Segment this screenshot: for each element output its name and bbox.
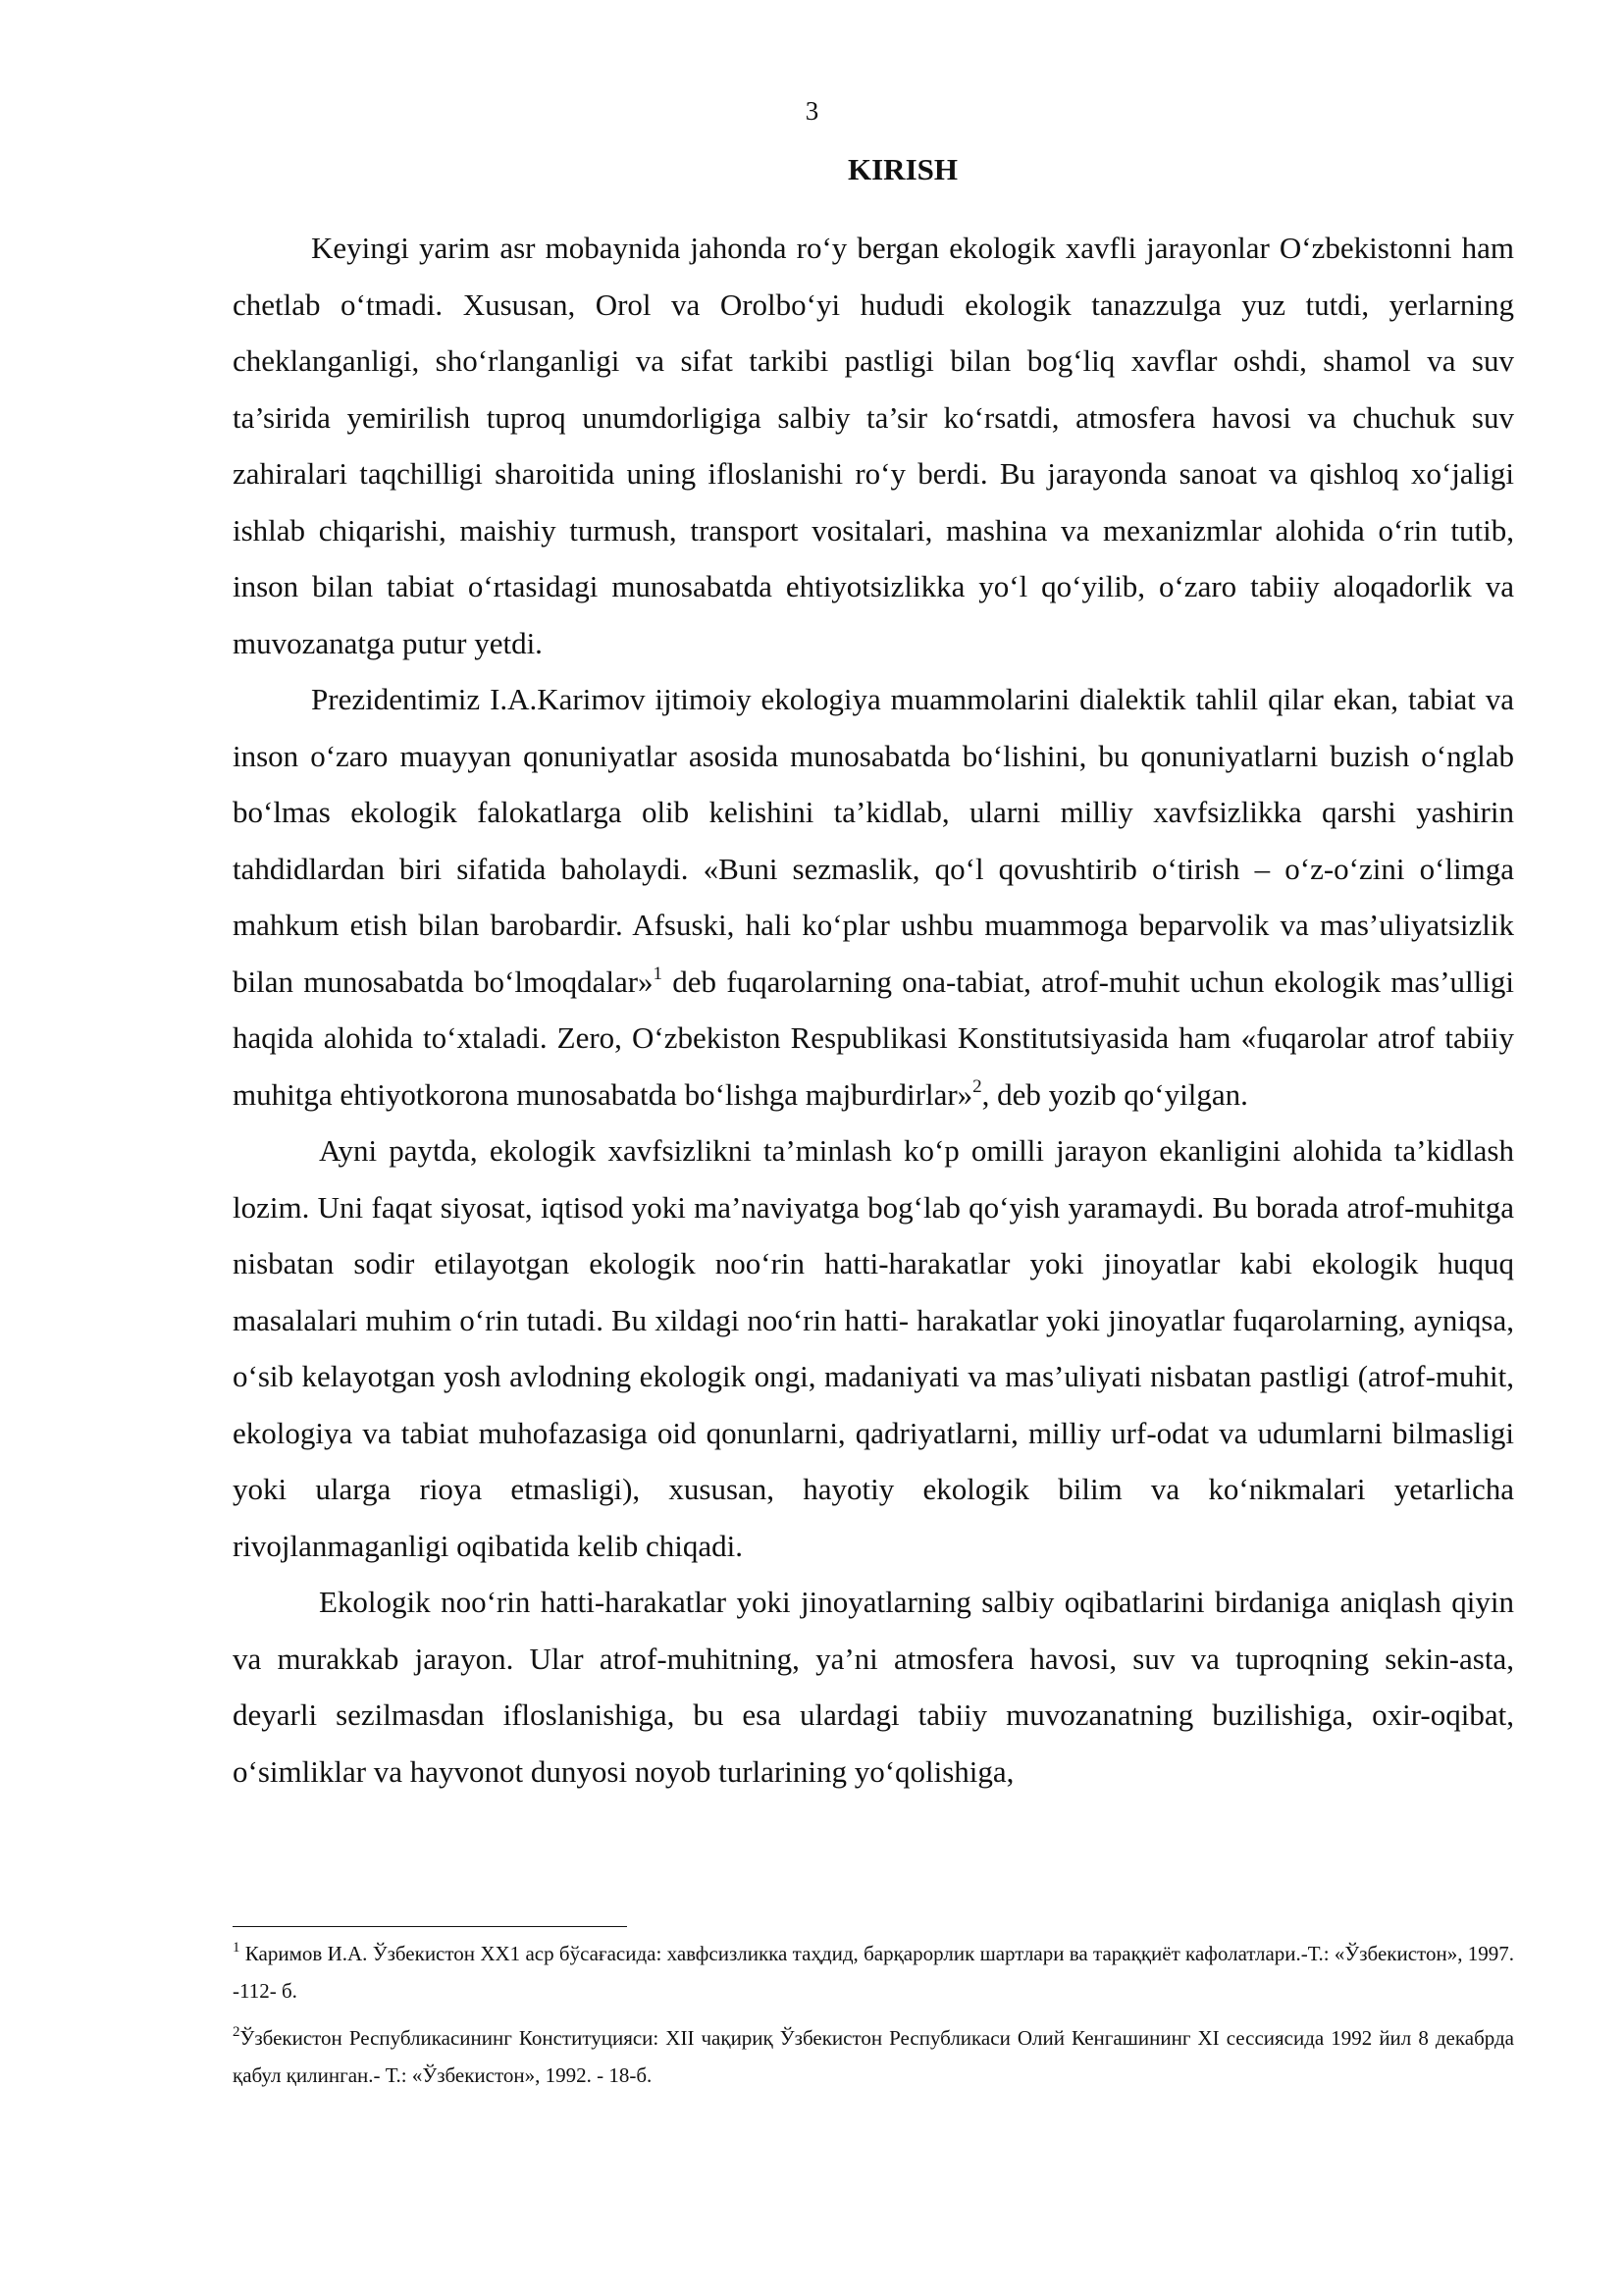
page-number: 3 xyxy=(805,96,819,126)
body-text xyxy=(233,220,1514,1800)
paragraph-2-text-b: deb fuqarolarning ona-tabiat, atrof-muhit uchun ekologik mas’ulligi haqida alohida to‘xtaladi. Zero, O‘zbekiston Respublikasi Konstitutsiyasida ham «fuqarolar atrof tabiiy muhitga ehtiyotkorona munosabatda bo‘lishga majburdirlar» xyxy=(233,964,1514,1112)
paragraph-4: Ekologik noo‘rin hatti-harakatlar yoki jinoyatlarning salbiy oqibatlarini birdaniga aniqlash qiyin va murakkab jarayon. Ular atrof-muhitning, ya’ni atmosfera havosi, suv va tuproqning sekin-asta, deyarli sezilmasdan ifloslanishiga, bu esa ulardagi tabiiy muvozanatning buzilishiga, oxir-oqibat, o‘simliklar va hayvonot dunyosi noyob turlarining yo‘qolishiga, xyxy=(233,1585,1514,1789)
paragraph-2-text-c: , deb yozib qo‘yilgan. xyxy=(981,1076,1248,1112)
footnotes xyxy=(233,1935,1514,2104)
footnote-1-text: Каримов И.А. Ўзбекистон ХХ1 аср бўсағасида: хавфсизликка таҳдид, барқарорлик шартлари ва тараққиёт кафолатлари.-Т.: «Ўзбекистон», 1997. -112- б. xyxy=(233,1942,1514,2003)
footnote-1 xyxy=(233,1935,1514,2009)
paragraph-1: Keyingi yarim asr mobaynida jahonda ro‘y bergan ekologik xavfli jarayonlar O‘zbekistonni ham chetlab o‘tmadi. Xususan, Orol va Orolbo‘yi hududi ekologik tanazzulga yuz tutdi, yerlarning cheklanganligi, sho‘rlanganligi va sifat tarkibi pastligi bilan bog‘liq xavflar oshdi, shamol va suv ta’sirida yemirilish tuproq unumdorligiga salbiy ta’sir ko‘rsatdi, atmosfera havosi va chuchuk suv zahiralari taqchilligi sharoitida uning ifloslanishi ro‘y berdi. Bu jarayonda sanoat va qishloq xo‘jaligi ishlab chiqarishi, maishiy turmush, transport vositalari, mashina va mexanizmlar alohida o‘rin tutib, inson bilan tabiat o‘rtasidagi munosabatda ehtiyotsizlikka yo‘l qo‘yilib, o‘zaro tabiiy aloqadorlik va muvozanatga putur yetdi. xyxy=(233,231,1514,660)
footnote-1-mark: 1 xyxy=(233,1940,240,1956)
paragraph-2 xyxy=(233,671,1514,1122)
footnote-2 xyxy=(233,2019,1514,2094)
footnote-2-text: Ўзбекистон Республикасининг Конституцияси: XII чақириқ Ўзбекистон Республикаси Олий Кенгашининг XI сессиясида 1992 йил 8 декабрда қабул қилинган.- Т.: «Ўзбекистон», 1992. - 18-б. xyxy=(233,2026,1514,2087)
footnote-separator xyxy=(233,1926,627,1927)
footnote-ref-2[interactable]: 2 xyxy=(972,1075,982,1097)
section-title: KIRISH xyxy=(848,152,958,186)
paragraph-3: Ayni paytda, ekologik xavfsizlikni ta’minlash ko‘p omilli jarayon ekanligini alohida ta’kidlash lozim. Uni faqat siyosat, iqtisod yoki ma’naviyatga bog‘lab qo‘yish yaramaydi. Bu borada atrof-muhitga nisbatan sodir etilayotgan ekologik noo‘rin hatti-harakatlar yoki jinoyatlar kabi ekologik huquq masalalari muhim o‘rin tutadi. Bu xildagi noo‘rin hatti- harakatlar yoki jinoyatlar fuqarolarning, ayniqsa, o‘sib kelayotgan yosh avlodning ekologik ongi, madaniyati va mas’uliyati nisbatan pastligi (atrof-muhit, ekologiya va tabiat muhofazasiga oid qonunlarni, qadriyatlarni, milliy urf-odat va udumlarni bilmasligi yoki ularga rioya etmasligi), xususan, hayotiy ekologik bilim va ko‘nikmalari yetarlicha rivojlanmaganligi oqibatida kelib chiqadi. xyxy=(233,1133,1514,1563)
paragraph-2-text-a: Prezidentimiz I.A.Karimov ijtimoiy ekologiya muammolarini dialektik tahlil qilar ekan, tabiat va inson o‘zaro muayyan qonuniyatlar asosida munosabatda bo‘lishini, bu qonuniyatlarni buzish o‘nglab bo‘lmas ekologik falokatlarga olib kelishini ta’kidlab, ularni milliy xavfsizlikka qarshi yashirin tahdidlardan biri sifatida baholaydi. «Buni sezmaslik, qo‘l qovushtirib o‘tirish – o‘z-o‘zini o‘limga mahkum etish bilan barobardir. Afsuski, hali ko‘plar ushbu muammoga beparvolik va mas’uliyatsizlik bilan munosabatda bo‘lmoqdalar» xyxy=(233,682,1514,999)
footnote-2-mark: 2 xyxy=(233,2024,240,2040)
footnote-ref-1[interactable]: 1 xyxy=(653,963,663,984)
